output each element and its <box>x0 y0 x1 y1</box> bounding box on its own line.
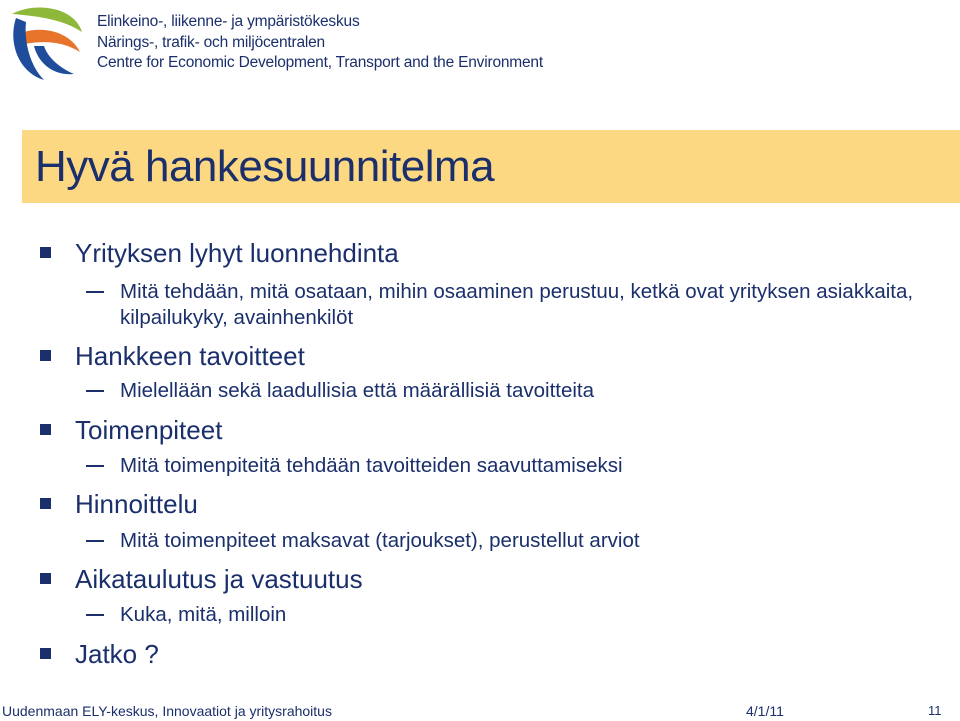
bullet-label: Aikataulutus ja vastuutus <box>75 564 363 594</box>
sub-bullet-text: Kuka, mitä, milloin <box>120 603 287 626</box>
slide-title: Hyvä hankesuunnitelma <box>35 142 495 191</box>
sub-bullet-text: Mitä tehdään, mitä osataan, mihin osaaminen perustuu, ketkä ovat yrityksen asiakkaita, kilpailukyky, avainhenkilöt <box>120 280 914 329</box>
bullet-label: Hinnoittelu <box>75 489 198 519</box>
org-line-fi: Elinkeino-, liikenne- ja ympäristökeskus <box>97 13 360 30</box>
organization-name <box>97 12 543 74</box>
dash-icon <box>86 390 104 392</box>
bullet-square-icon <box>40 498 51 509</box>
footer-date: 4/1/11 <box>746 703 784 719</box>
org-line-en: Centre for Economic Development, Transport and the Environment <box>97 54 543 71</box>
bullet-label: Yrityksen lyhyt luonnehdinta <box>75 238 399 268</box>
title-bar <box>22 130 960 203</box>
bullet-label: Hankkeen tavoitteet <box>75 341 305 371</box>
sub-bullet-text: Mitä toimenpiteitä tehdään tavoitteiden saavuttamiseksi <box>120 454 623 477</box>
sub-bullet-text: Mielellään sekä laadullisia että määrällisiä tavoitteita <box>120 379 595 402</box>
dash-icon <box>86 291 104 293</box>
ely-logo-icon <box>4 2 86 84</box>
bullet-label: Jatko ? <box>75 639 159 669</box>
bullet-square-icon <box>40 573 51 584</box>
dash-icon <box>86 614 104 616</box>
dash-icon <box>86 540 104 542</box>
sub-bullet-text: Mitä toimenpiteet maksavat (tarjoukset), perustellut arviot <box>120 529 640 552</box>
bullet-square-icon <box>40 648 51 659</box>
footer-source: Uudenmaan ELY-keskus, Innovaatiot ja yritysrahoitus <box>2 703 332 719</box>
bullet-square-icon <box>40 350 51 361</box>
bullet-square-icon <box>40 424 51 435</box>
page-number: 11 <box>928 703 942 718</box>
bullet-square-icon <box>40 247 51 258</box>
bullet-label: Toimenpiteet <box>75 415 223 445</box>
dash-icon <box>86 465 104 467</box>
org-line-sv: Närings-, trafik- och miljöcentralen <box>97 33 325 51</box>
